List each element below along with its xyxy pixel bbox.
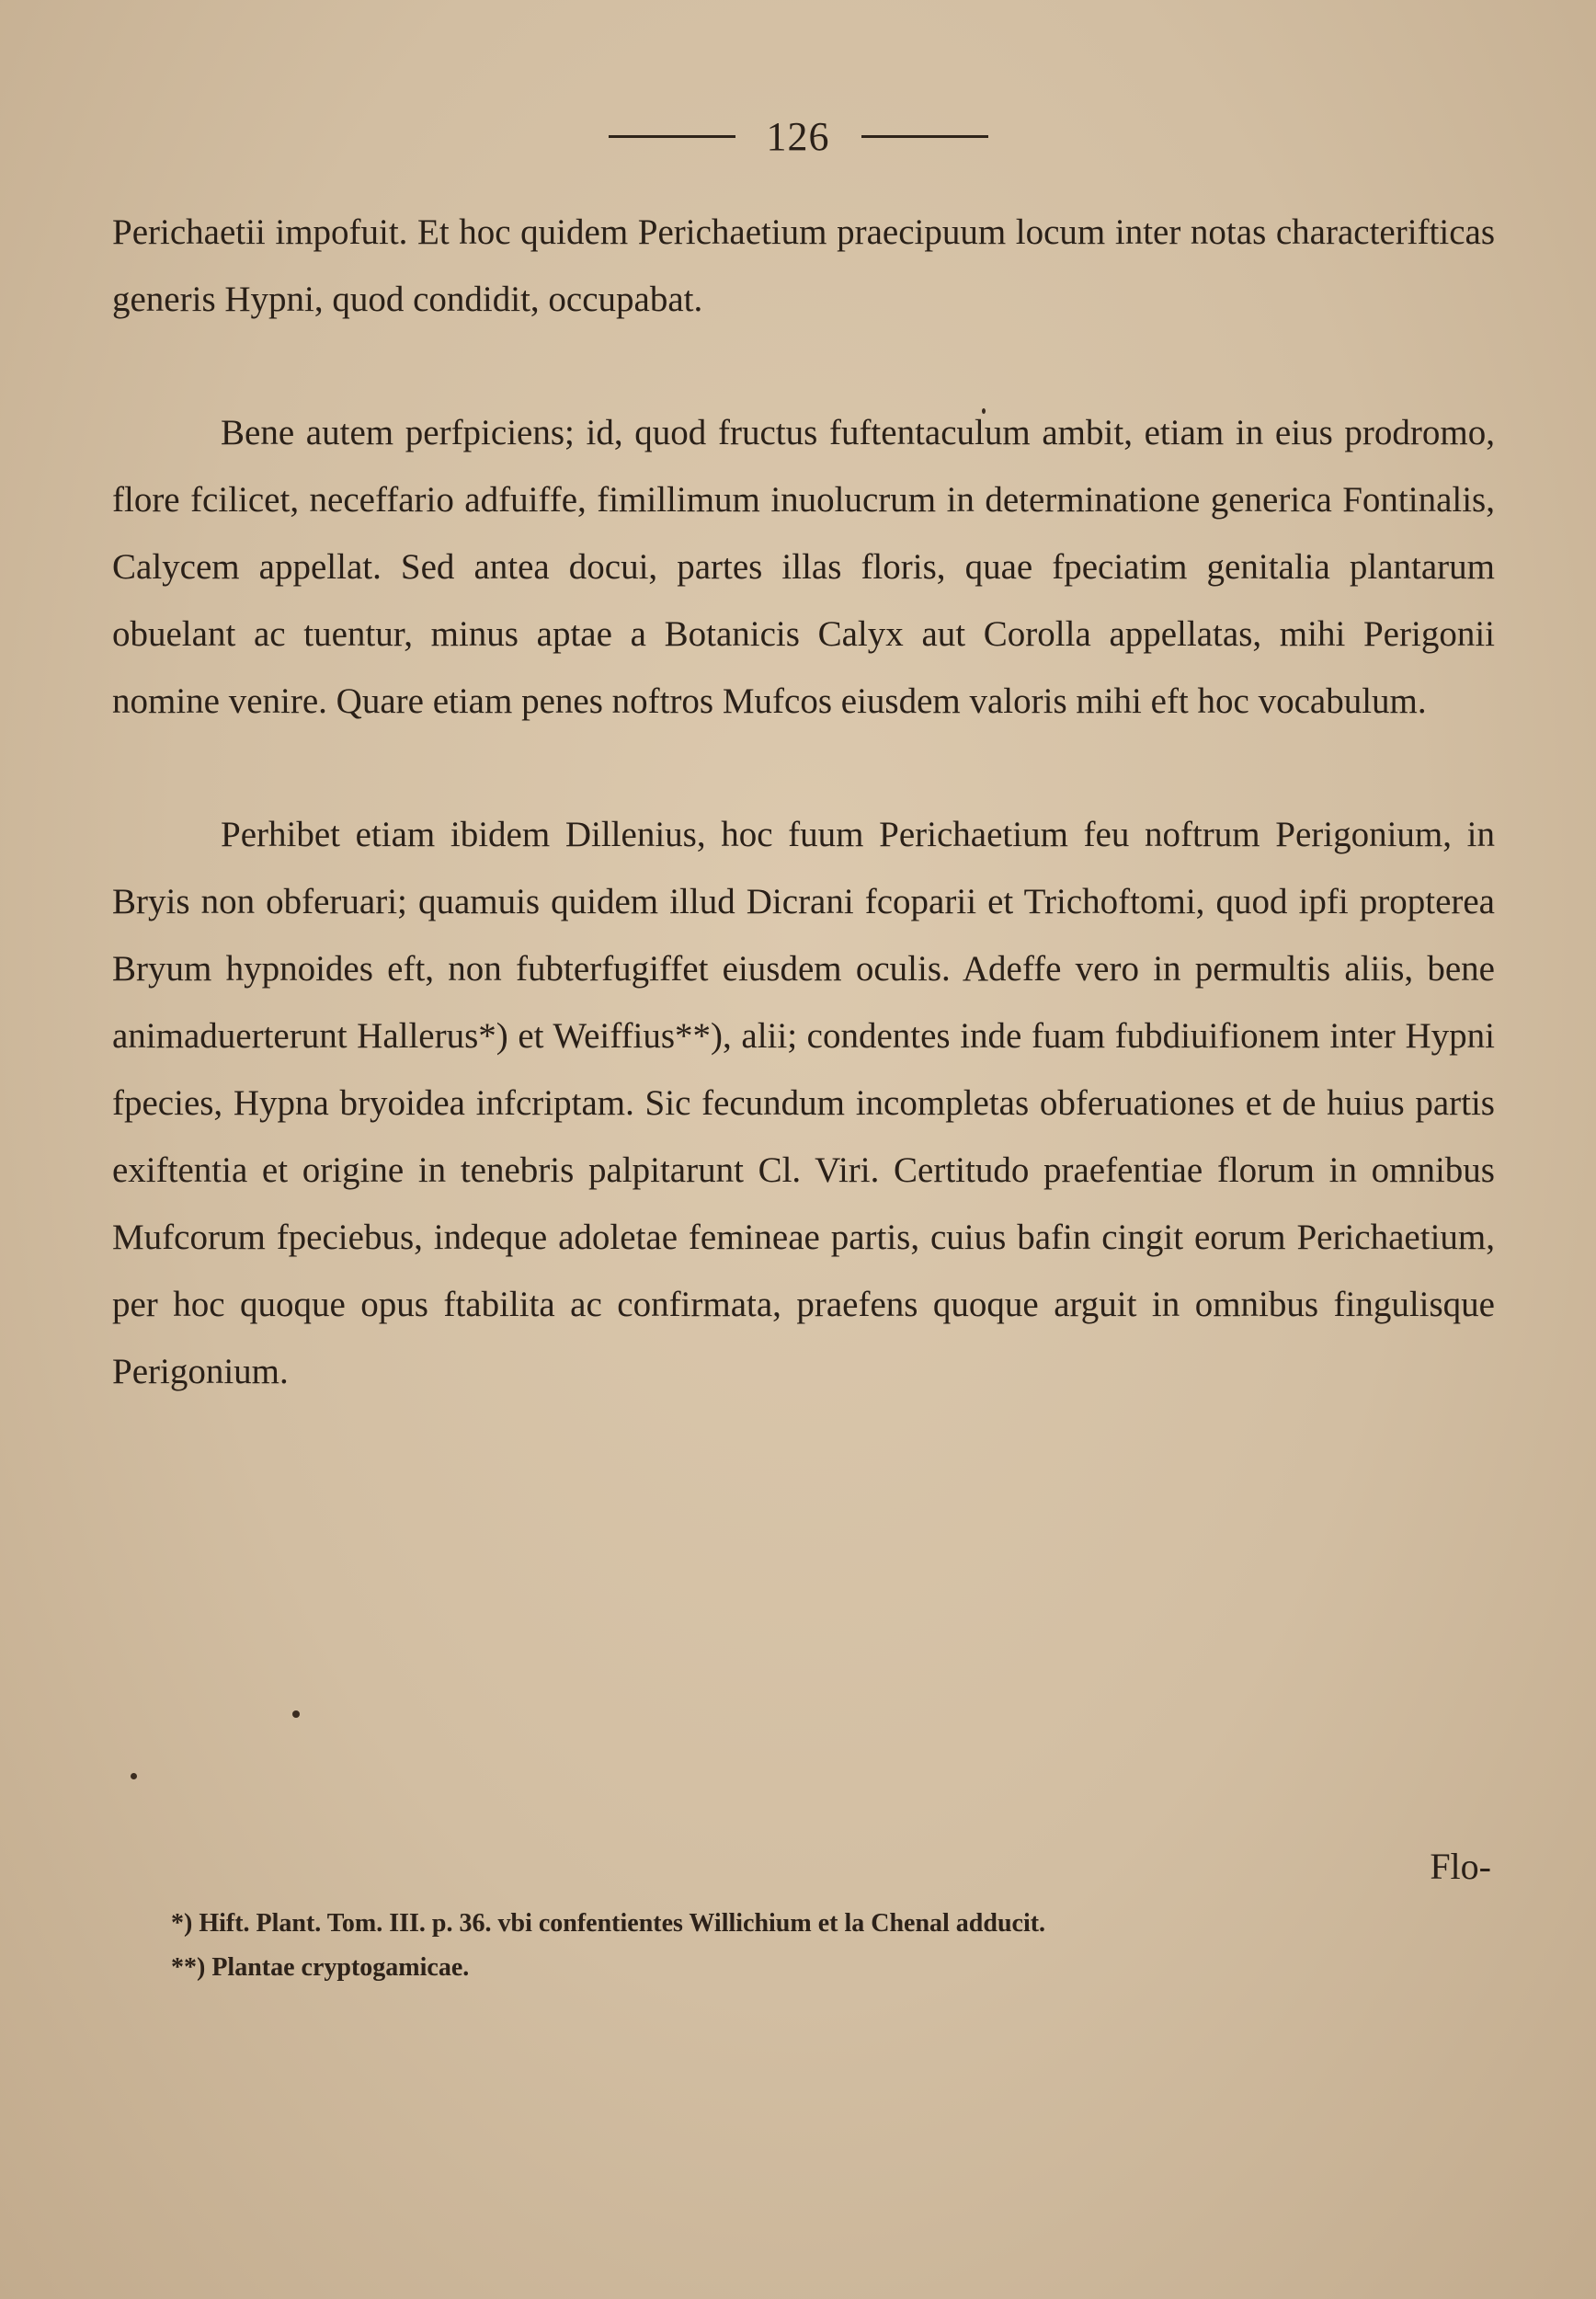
header-rule-right — [861, 135, 988, 138]
footnote: *) Hift. Plant. Tom. III. p. 36. vbi confentientes Willichium et la Chenal adducit. — [171, 1909, 1046, 1938]
paragraph: Perhibet etiam ibidem Dillenius, hoc fuum Perichaetium feu noftrum Perigonium, in Bryis non obferuari; quamuis quidem illud Dicrani fcoparii et Trichoftomi, quod ipfi propterea Bryum hypnoides eft, non fubterfugiffet eiusdem oculis. Adeffe vero in permultis aliis, bene animaduerterunt Hallerus*) et Weiffius**), alii; condentes inde fuam fubdiuifionem inter Hypni fpecies, Hypna bryoidea infcriptam. Sic fecundum incompletas obferuationes et de huius partis exiftentia et origine in tenebris palpitarunt Cl. Viri. Certitudo praefentiae florum in omnibus Mufcorum fpeciebus, indeque adoletae femineae partis, cuius bafin cingit eorum Perichaetium, per hoc quoque opus ftabilita ac confirmata, praefens quoque arguit in omnibus fingulisque Perigonium. — [112, 815, 1495, 1391]
footnotes — [171, 1902, 1458, 1990]
ink-speck — [131, 1773, 137, 1779]
header-rule-left — [609, 135, 735, 138]
paragraph: Perichaetii impofuit. Et hoc quidem Perichaetium praecipuum locum inter notas characterifticas generis Hypni, quod condidit, occupabat. — [112, 212, 1495, 319]
catchword: Flo- — [1430, 1846, 1491, 1887]
footnote: **) Plantae cryptogamicae. — [171, 1953, 470, 1982]
page-number: 126 — [766, 113, 830, 159]
running-header — [0, 109, 1596, 164]
paragraph: Bene autem perfpiciens; id, quod fructus fuftentaculum ambit, etiam in eius prodromo, flore fcilicet, neceffario adfuiffe, fimillimum inuolucrum in determinatione generica Fontinalis, Calycem appellat. Sed antea docui, partes illas floris, quae fpeciatim genitalia plantarum obuelant ac tuentur, minus aptae a Botanicis Calyx aut Corolla appellatas, mihi Perigonii nomine venire. Quare etiam penes noftros Mufcos eiusdem valoris mihi eft hoc vocabulum. — [112, 413, 1495, 721]
ink-speck — [292, 1710, 300, 1718]
body-text — [112, 199, 1495, 1405]
